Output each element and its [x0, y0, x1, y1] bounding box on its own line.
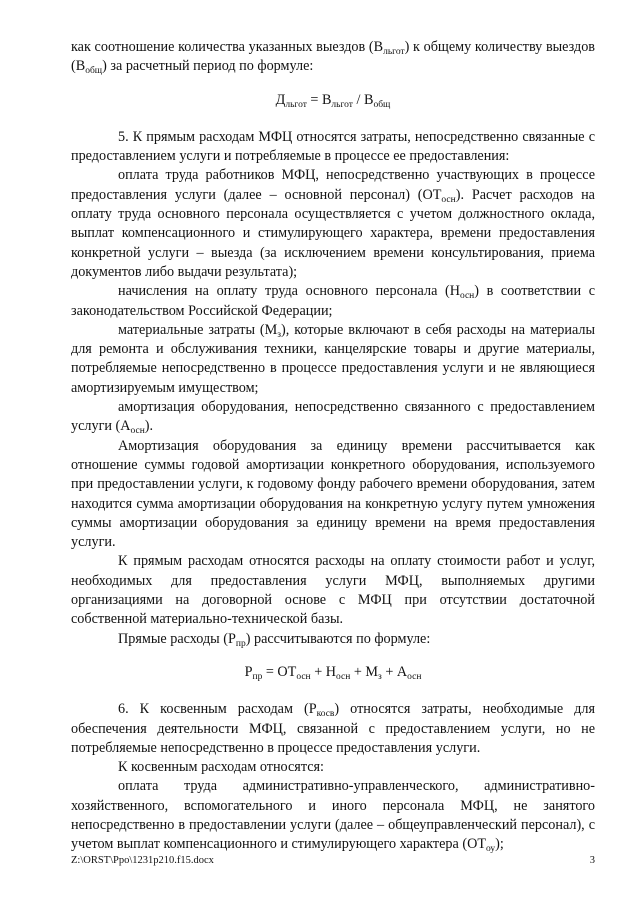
paragraph-third-party: К прямым расходам относятся расходы на оплату стоимости работ и услуг, необходимых для предоставления услуги МФЦ, выполняемых другими организациями на договорной основе с МФЦ при отсутствии достаточной собственной материально-технической базы. — [71, 553, 595, 628]
paragraph-labor-cost: оплата труда работников МФЦ, непосредственно участвующих в процессе предоставления услуги (далее – основной персонал) $(ОТ_{осн})$. Расчет расходов на оплату труда основного персонала осуществляется с учетом должностного оклада, выплат компенсационного и стимулирующего характера, времени предоставления конкретной услуги – выезда (за исключением времени консультирования, приема документов либо выдачи результата); — [71, 167, 595, 280]
paragraph-depreciation-method: Амортизация оборудования за единицу времени рассчитывается как отношение суммы годовой амортизации конкретного оборудования, используемого при предоставлении услуги, к годовому фонду рабочего времени оборудования, затем находится сумма амортизации оборудования на конкретную услугу путем умножения суммы амортизации оборудования за единицу времени на время предоставления услуги. — [71, 437, 595, 551]
page-number: 3 — [589, 855, 595, 866]
paragraph-direct-formula-intro: Прямые расходы $(Р_{пр})$ рассчитываются по формуле: — [118, 630, 431, 649]
paragraph-depreciation: амортизация оборудования, непосредственно связанного с предоставлением услуги $(А_{осн})$. — [71, 399, 595, 437]
paragraph-section-6: 6. К косвенным расходам $(Р_{косв})$ относятся затраты, необходимые для обеспечения деятельности МФЦ, связанной с предоставлением услуги, но не потребляемые непосредственно в процессе предоставления услуги. — [71, 701, 595, 756]
paragraph-labor-charges: начисления на оплату труда основного персонала $(Н_{осн})$ в соответствии с законодательством Российской Федерации; — [71, 283, 595, 319]
file-path: Z:\ORST\Ppo\1231p210.f15.docx — [71, 855, 214, 866]
paragraph-material-cost: материальные затраты $(М_з)$, которые включают в себя расходы на материалы для ремонта и обслуживания техники, канцелярские товары и другие материалы, потребляемые непосредственно в процессе предоставления услуги и не являющиеся амортизируемым имуществом; — [71, 321, 595, 396]
paragraph-intro: как соотношение количества указанных выездов $(В_{льгот})$ к общему количеству выездов $(В_{общ})$ за расчетный период по формуле: — [71, 39, 595, 77]
formula-direct-costs: $Р_{пр} = ОТ_{осн} + Н_{осн} + М_з + А_{осн}$ — [244, 663, 422, 682]
paragraph-indirect-intro: К косвенным расходам относятся: — [118, 759, 324, 776]
paragraph-section-5: 5. К прямым расходам МФЦ относятся затраты, непосредственно связанные с предоставлением услуги и потребляемые в процессе ее предоставления: — [71, 128, 595, 165]
formula-dlgot: $Д_{льгот} = В_{льгот} / В_{общ}$ — [275, 91, 391, 110]
page-footer — [71, 855, 595, 866]
document-body — [71, 38, 595, 855]
paragraph-admin-labor: оплата труда административно-управленческого, административно-хозяйственного, вспомогательного и иного персонала МФЦ, не занятого непосредственно в предоставлении услуги (далее – общеуправленческий персонал), с учетом выплат компенсационного и стимулирующего характера $(ОТ_{оу})$; — [71, 778, 595, 855]
